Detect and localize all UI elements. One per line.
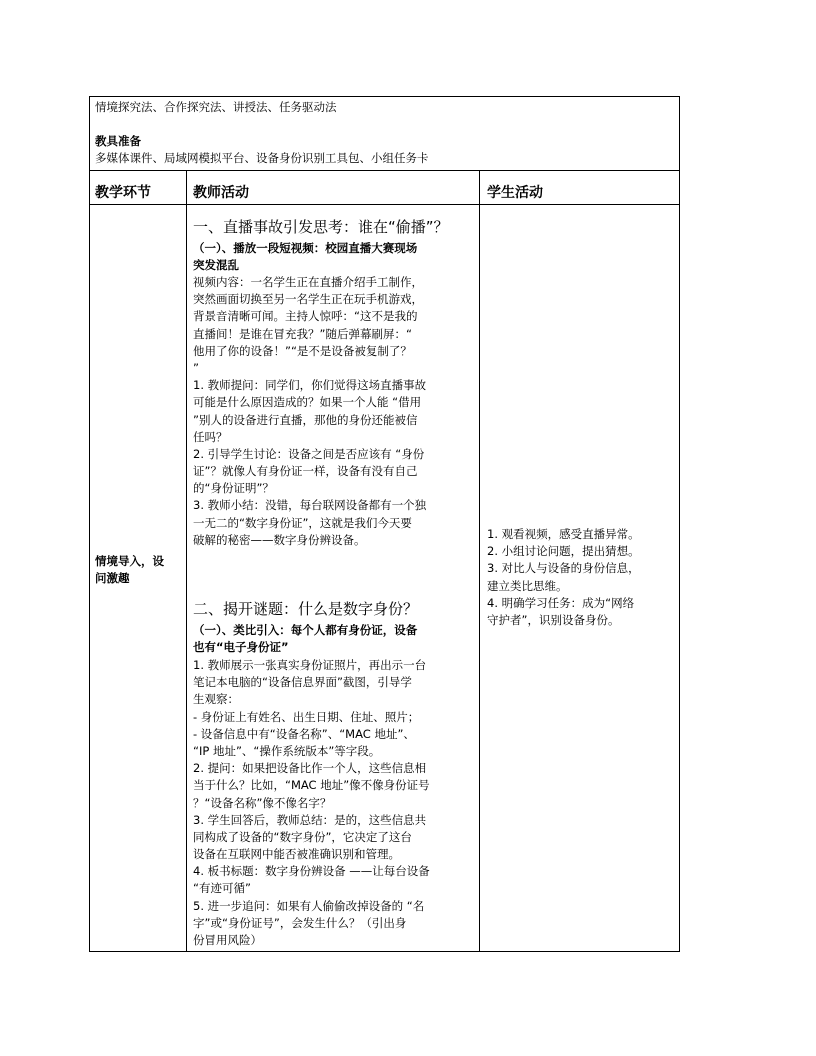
- body-line: 任吗？: [193, 429, 228, 444]
- body-line: 3. 教师小结：没错，每台联网设备都有一个独: [193, 498, 427, 513]
- section2-title: 二、揭开谜题：什么是数字身份？: [193, 600, 419, 618]
- body-line: 可能是什么原因造成的？如果一个人能 “借用: [193, 395, 422, 410]
- body-line: 视频内容：一名学生正在直播介绍手工制作，: [193, 275, 423, 289]
- teaching-methods-text: 情境探究法、合作探究法、讲授法、任务驱动法: [95, 100, 337, 114]
- body-line: “有迹可循”: [193, 881, 251, 896]
- section1-title: 一、直播事故引发思考：谁在“偷播”？: [193, 218, 449, 236]
- header-row-bottom-line: [89, 204, 680, 205]
- subsection-line: 突发混乱: [193, 258, 239, 273]
- body-line: 背景音清晰可闻。主持人惊呼：“这不是我的: [193, 309, 418, 324]
- student-line: 1. 观看视频，感受直播异常。: [487, 527, 640, 541]
- body-line: 1. 教师展示一张真实身份证照片，再出示一台: [193, 658, 427, 672]
- body-line: 破解的秘密——数字身份辨设备。: [193, 532, 366, 547]
- student-line: 4. 明确学习任务：成为“网络: [487, 595, 635, 610]
- subsection-line: 也有“电子身份证”: [193, 640, 289, 655]
- body-line: 设备在互联网中能否被准确识别和管理。: [193, 847, 400, 862]
- body-line: 同构成了设备的“数字身份”，它决定了这台: [193, 829, 412, 844]
- body-line: ”: [193, 360, 199, 375]
- header-student-activity: 学生活动: [487, 185, 543, 201]
- header-stage: 教学环节: [95, 185, 151, 201]
- body-line: 份冒用风险）: [193, 933, 262, 947]
- tools-title: 教具准备: [95, 134, 141, 148]
- body-line: 2. 引导学生讨论：设备之间是否应该有 “身份: [193, 446, 425, 461]
- body-line: - 身份证上有姓名、出生日期、住址、照片；: [193, 709, 420, 724]
- header-row-top-line: [89, 170, 680, 171]
- body-line: 直播间！是谁在冒充我？”随后弹幕刷屏：“: [193, 326, 412, 341]
- student-line: 2. 小组讨论问题，提出猜想。: [487, 544, 640, 559]
- stage-line: 情境导入，设: [95, 554, 164, 568]
- body-line: 2. 提问：如果把设备比作一个人，这些信息相: [193, 761, 427, 776]
- section2-body: [193, 657, 430, 949]
- column-divider-1: [186, 170, 187, 952]
- body-line: 证”？就像人有身份证一样，设备有没有自己: [193, 464, 418, 479]
- body-line: 一无二的“数字身份证”，这就是我们今天要: [193, 515, 412, 530]
- body-line: 生观察：: [193, 692, 239, 707]
- student-line: 建立类比思维。: [487, 578, 568, 593]
- student-activity-cell: [487, 526, 640, 629]
- body-line: 笔记本电脑的“设备信息界面”截图，引导学: [193, 675, 412, 690]
- student-line: 守护者”，识别设备身份。: [487, 612, 620, 627]
- body-line: 4. 板书标题：数字身份辨设备 ——让每台设备: [193, 864, 430, 879]
- table-border-right: [679, 96, 680, 952]
- body-line: ？“设备名称”像不像名字？: [193, 795, 332, 810]
- body-line: 他用了你的设备！”“是不是设备被复制了？: [193, 343, 412, 358]
- subsection-line: （一）、播放一段短视频：校园直播大赛现场: [193, 241, 418, 255]
- table-border-left: [89, 96, 90, 952]
- table-border-top: [89, 96, 680, 97]
- body-line: - 设备信息中有“设备名称”、“MAC 地址”、: [193, 726, 415, 741]
- body-line: 当于什么？比如，“MAC 地址”像不像身份证号: [193, 778, 430, 793]
- body-line: “IP 地址”、“操作系统版本”等字段。: [193, 743, 381, 758]
- body-line: 3. 学生回答后，教师总结：是的，这些信息共: [193, 812, 427, 827]
- subsection-line: （一）、类比引入：每个人都有身份证，设备: [193, 623, 418, 637]
- body-line: 5. 进一步追问：如果有人偷偷改掉设备的 “名: [193, 898, 425, 913]
- subsection1-heading: [193, 240, 417, 274]
- section1-body: [193, 274, 426, 549]
- student-line: 3. 对比人与设备的身份信息，: [487, 561, 640, 576]
- header-teacher-activity: 教师活动: [193, 185, 249, 201]
- body-line: 的“身份证明”？: [193, 481, 274, 496]
- tools-text: 多媒体课件、局域网模拟平台、设备身份识别工具包、小组任务卡: [95, 151, 429, 165]
- column-divider-2: [479, 170, 480, 952]
- body-line: 字”或“身份证号”，会发生什么？（引出身: [193, 915, 407, 930]
- body-line: 1. 教师提问：同学们，你们觉得这场直播事故: [193, 378, 427, 393]
- stage-cell: [95, 553, 164, 587]
- body-line: 突然画面切换至另一名学生正在玩手机游戏，: [193, 292, 423, 307]
- table-border-bottom: [89, 951, 680, 952]
- body-line: ”别人的设备进行直播，那他的身份还能被信: [193, 412, 418, 427]
- subsection2-heading: [193, 622, 417, 656]
- stage-line: 问激趣: [95, 571, 130, 586]
